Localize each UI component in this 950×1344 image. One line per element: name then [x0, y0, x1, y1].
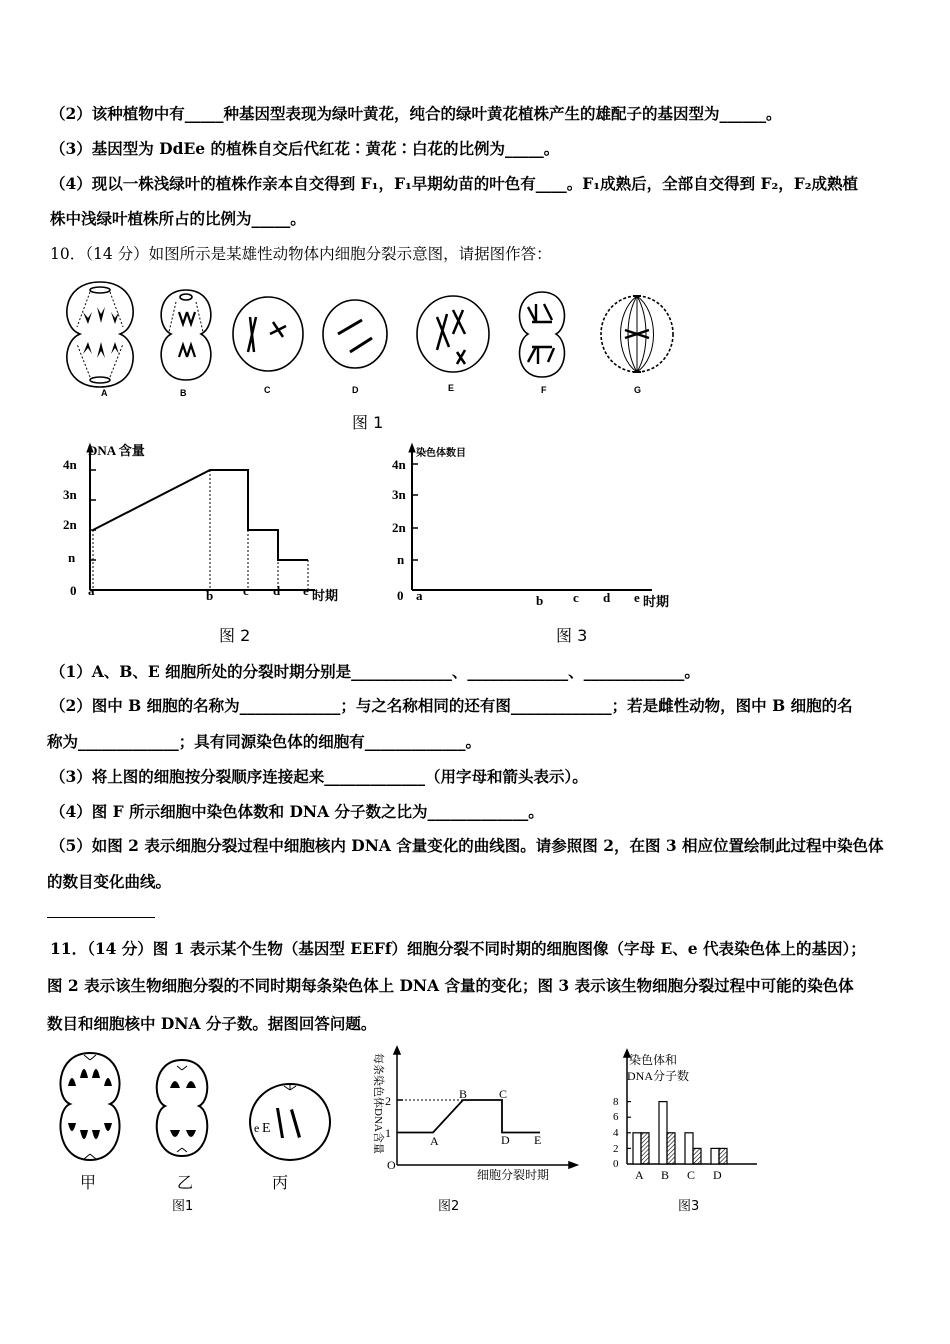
- cell-label-b: B: [180, 388, 187, 398]
- cell-label-a: A: [101, 388, 108, 398]
- q11-fig2-ytick-O: O: [387, 1158, 396, 1172]
- q11-fig2-point-D: D: [501, 1133, 510, 1147]
- q11-fig3-cat-A: A: [635, 1168, 644, 1182]
- separator-line: [47, 917, 155, 918]
- q11-fig2-ytick-1: 1: [385, 1126, 391, 1140]
- cell-label-g: G: [634, 385, 642, 395]
- q10-fig1-cells: [55, 272, 695, 402]
- bar-chromosome-A: [633, 1133, 641, 1164]
- gene-E: E: [262, 1121, 271, 1136]
- fig2-ytick-n: n: [68, 550, 76, 565]
- q11-fig2-curve: [397, 1100, 540, 1133]
- q9-part2: （2）该种植物中有_____种基因型表现为绿叶黄花，纯合的绿叶黄花植株产生的雄配子的基因型为______。: [50, 104, 782, 123]
- fig2-xtick-d: d: [273, 583, 281, 598]
- gene-e: e: [254, 1121, 260, 1135]
- cell-label-d: D: [352, 385, 359, 395]
- fig3-xtick-e: e: [634, 590, 640, 605]
- label-jia: 甲: [80, 1173, 97, 1192]
- q11-fig1-cells: [50, 1048, 335, 1168]
- fig3-ytick-0: 0: [397, 588, 404, 603]
- q11-fig3-ytick-4: 4: [613, 1127, 619, 1139]
- q11-fig3-title-b: DNA分子数: [627, 1069, 689, 1083]
- fig2-ytick-0: 0: [70, 583, 77, 598]
- q10-fig3-chart: [392, 440, 692, 610]
- fig2-dna-polyline: [93, 470, 308, 560]
- q11-fig3-chart: [605, 1048, 765, 1188]
- q11-stem-line2: 图 2 表示该生物细胞分裂的不同时期每条染色体上 DNA 含量的变化；图 3 表示该生物细胞分裂过程中可能的染色体: [47, 976, 854, 995]
- bar-dna-A: [641, 1133, 649, 1164]
- fig3-xtick-c: c: [573, 590, 579, 605]
- q11-fig2-ylabel: 每条染色体DNA含量: [372, 1053, 384, 1154]
- fig2-ylabel: DNA 含量: [88, 443, 145, 458]
- fig2-xtick-a: a: [88, 583, 95, 598]
- fig3-ytick-3n: 3n: [392, 487, 406, 502]
- q10-part3: （3）将上图的细胞按分裂顺序连接起来_____________（用字母和箭头表示）。: [50, 767, 588, 786]
- q10-part1: （1）A、B、E 细胞所处的分裂时期分别是_____________、_____________、_____________。: [50, 662, 700, 681]
- fig3-xtick-b: b: [536, 593, 544, 608]
- q10-part2-line1: （2）图中 B 细胞的名称为_____________；与之名称相同的还有图_____________；若是雌性动物，图中 B 细胞的名: [50, 696, 853, 715]
- q11-fig3-cat-D: D: [713, 1168, 722, 1182]
- cell-label-c: C: [264, 385, 271, 395]
- fig3-xtick-a: a: [416, 588, 423, 603]
- q10-part5-line1: （5）如图 2 表示细胞分裂过程中细胞核内 DNA 含量变化的曲线图。请参照图 2，在图 3 相应位置绘制此过程中染色体: [50, 836, 884, 855]
- q11-fig2-point-B: B: [459, 1087, 468, 1101]
- cell-label-e: E: [448, 383, 455, 393]
- fig2-ytick-2n: 2n: [63, 517, 77, 532]
- fig3-ytick-2n: 2n: [392, 520, 406, 535]
- q11-fig3-ytick-2: 2: [613, 1143, 619, 1155]
- fig2-ytick-4n: 4n: [63, 457, 77, 472]
- label-yi: 乙: [177, 1173, 194, 1192]
- bar-dna-C: [693, 1148, 701, 1164]
- q11-fig2-polyline: [397, 1100, 540, 1133]
- q11-fig2-point-E: E: [534, 1133, 542, 1147]
- fig2-xtick-e: e: [303, 583, 309, 598]
- fig2-xtick-c: c: [243, 583, 249, 598]
- q10-part2-line2: 称为_____________；具有同源染色体的细胞有_____________。: [47, 732, 482, 751]
- q10-stem: 10．（14 分）如图所示是某雄性动物体内细胞分裂示意图，请据图作答：: [50, 245, 552, 263]
- q9-part4-line2: 株中浅绿叶植株所占的比例为_____。: [50, 209, 306, 228]
- q11-fig2-chart: [355, 1045, 580, 1185]
- q11-fig2-xlabel: 细胞分裂时期: [477, 1168, 550, 1182]
- fig2-ytick-3n: 3n: [63, 487, 77, 502]
- q9-part4-line1: （4）现以一株浅绿叶的植株作亲本自交得到 F₁，F₁早期幼苗的叶色有____。F₁成熟后，全部自交得到 F₂，F₂成熟植: [50, 174, 859, 193]
- fig3-ylabel: 染色体数目: [416, 448, 466, 459]
- q11-fig3-title-a: 染色体和: [629, 1053, 678, 1067]
- q11-fig3-caption: 图3: [678, 1199, 700, 1214]
- q10-part5-line2: 的数目变化曲线。: [47, 872, 172, 891]
- q11-fig2-point-C: C: [499, 1087, 508, 1101]
- q11-stem-line3: 数目和细胞核中 DNA 分子数。据图回答问题。: [47, 1014, 377, 1033]
- q11-fig2-point-A: A: [430, 1134, 439, 1148]
- q10-part4: （4）图 F 所示细胞中染色体数和 DNA 分子数之比为_____________。: [50, 802, 544, 821]
- q11-fig3-ytick-0: 0: [613, 1158, 619, 1170]
- bar-chromosome-B: [659, 1102, 667, 1164]
- q11-fig3-bars: [627, 1102, 727, 1164]
- fig1-caption: 图 1: [352, 413, 384, 432]
- cell-a: [67, 282, 133, 387]
- label-bing: 丙: [272, 1173, 289, 1192]
- q11-fig3-ytick-8: 8: [613, 1096, 619, 1108]
- fig2-caption: 图 2: [219, 626, 251, 645]
- bar-chromosome-D: [711, 1148, 719, 1164]
- bar-dna-B: [667, 1133, 675, 1164]
- fig3-xtick-d: d: [603, 590, 611, 605]
- fig3-ytick-4n: 4n: [392, 457, 406, 472]
- bar-dna-D: [719, 1148, 727, 1164]
- q10-fig2-chart: [60, 440, 360, 610]
- q11-fig2-caption: 图2: [438, 1199, 460, 1214]
- q11-fig3-ytick-6: 6: [613, 1111, 619, 1123]
- fig2-dna-curve: [90, 470, 308, 590]
- q11-fig1-caption: 图1: [172, 1199, 194, 1214]
- q11-fig3-cat-B: B: [661, 1168, 670, 1182]
- bar-chromosome-C: [685, 1133, 693, 1164]
- q11-fig3-cat-C: C: [687, 1168, 696, 1182]
- fig2-xtick-b: b: [206, 588, 214, 603]
- cell-label-f: F: [541, 385, 547, 395]
- fig3-caption: 图 3: [556, 626, 588, 645]
- fig2-xlabel: 时期: [312, 588, 339, 603]
- q9-part3: （3）基因型为 DdEe 的植株自交后代红花∶黄花∶白花的比例为_____。: [50, 139, 560, 158]
- fig3-ytick-n: n: [397, 552, 405, 567]
- q11-stem-line1: 11．（14 分）图 1 表示某个生物（基因型 EEFf）细胞分裂不同时期的细胞图像（字母 E、e 代表染色体上的基因）；: [50, 939, 866, 958]
- q11-fig2-ytick-2: 2: [385, 1094, 391, 1108]
- fig3-xlabel: 时期: [643, 594, 670, 609]
